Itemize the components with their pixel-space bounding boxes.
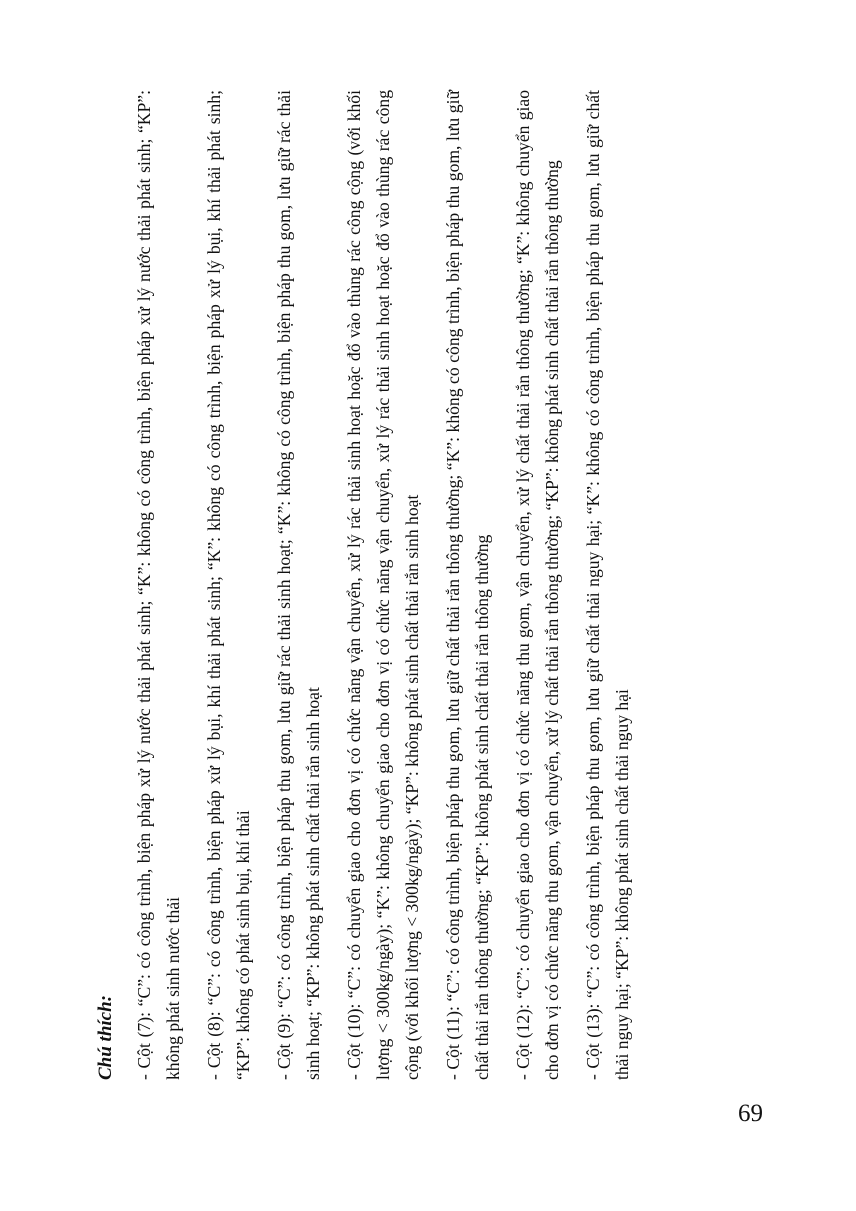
note-column-9: - Cột (9): “C”: có công trình, biện pháp thu gom, lưu giữ rác thải sinh hoạt; “K”: không có công trình, biện pháp thu gom, lưu giữ rác thải sinh hoạt; “KP”: không phát sinh chất thải rắn sinh hoạt (274, 90, 323, 1080)
note-column-13: - Cột (13): “C”: có công trình, biện pháp thu gom, lưu giữ chất thải nguy hại; “K”: không có công trình, biện pháp thu gom, lưu giữ chất thải nguy hại; “KP”: không phát sinh chất thải nguy hại (583, 90, 632, 1080)
notes-block (88, 90, 738, 1080)
note-column-7: - Cột (7): “C”: có công trình, biện pháp xử lý nước thải phát sinh; “K”: không có công trình, biện pháp xử lý nước thải phát sinh; “KP”: không phát sinh nước thải (134, 90, 183, 1080)
page-number: 69 (738, 1100, 763, 1127)
note-column-12: - Cột (12): “C”: có chuyển giao cho đơn vị có chức năng thu gom, vận chuyển, xử lý chất thải rắn thông thường; “K”: không chuyển giao cho đơn vị có chức năng thu gom, vận chuyển, xử lý chất thải rắn thông thường; “KP”: không phát sinh chất thải rắn thông thường (513, 90, 562, 1080)
notes-heading: Chú thích: (95, 994, 116, 1080)
note-column-10: - Cột (10): “C”: có chuyển giao cho đơn vị có chức năng vận chuyển, xử lý rác thải sinh hoạt hoặc đổ vào thùng rác công cộng (với khối lượng < 300kg/ngày); “K”: không chuyển giao cho đơn vị có chức năng vận chuyển, xử lý rác thải sinh hoạt hoặc đổ vào thùng rác công cộng (với khối lượng < 300kg/ngày); “KP”: không phát sinh chất thải rắn sinh hoạt (344, 90, 422, 1080)
note-column-11: - Cột (11): “C”: có công trình, biện pháp thu gom, lưu giữ chất thải rắn thông thường; “K”: không có công trình, biện pháp thu gom, lưu giữ chất thải rắn thông thường; “KP”: không phát sinh chất thải rắn thông thường (443, 90, 492, 1080)
note-column-8: - Cột (8): “C”: có công trình, biện pháp xử lý bụi, khí thải phát sinh; “K”: không có công trình, biện pháp xử lý bụi, khí thải phát sinh; “KP”: không có phát sinh bụi, khí thải (204, 90, 253, 1080)
